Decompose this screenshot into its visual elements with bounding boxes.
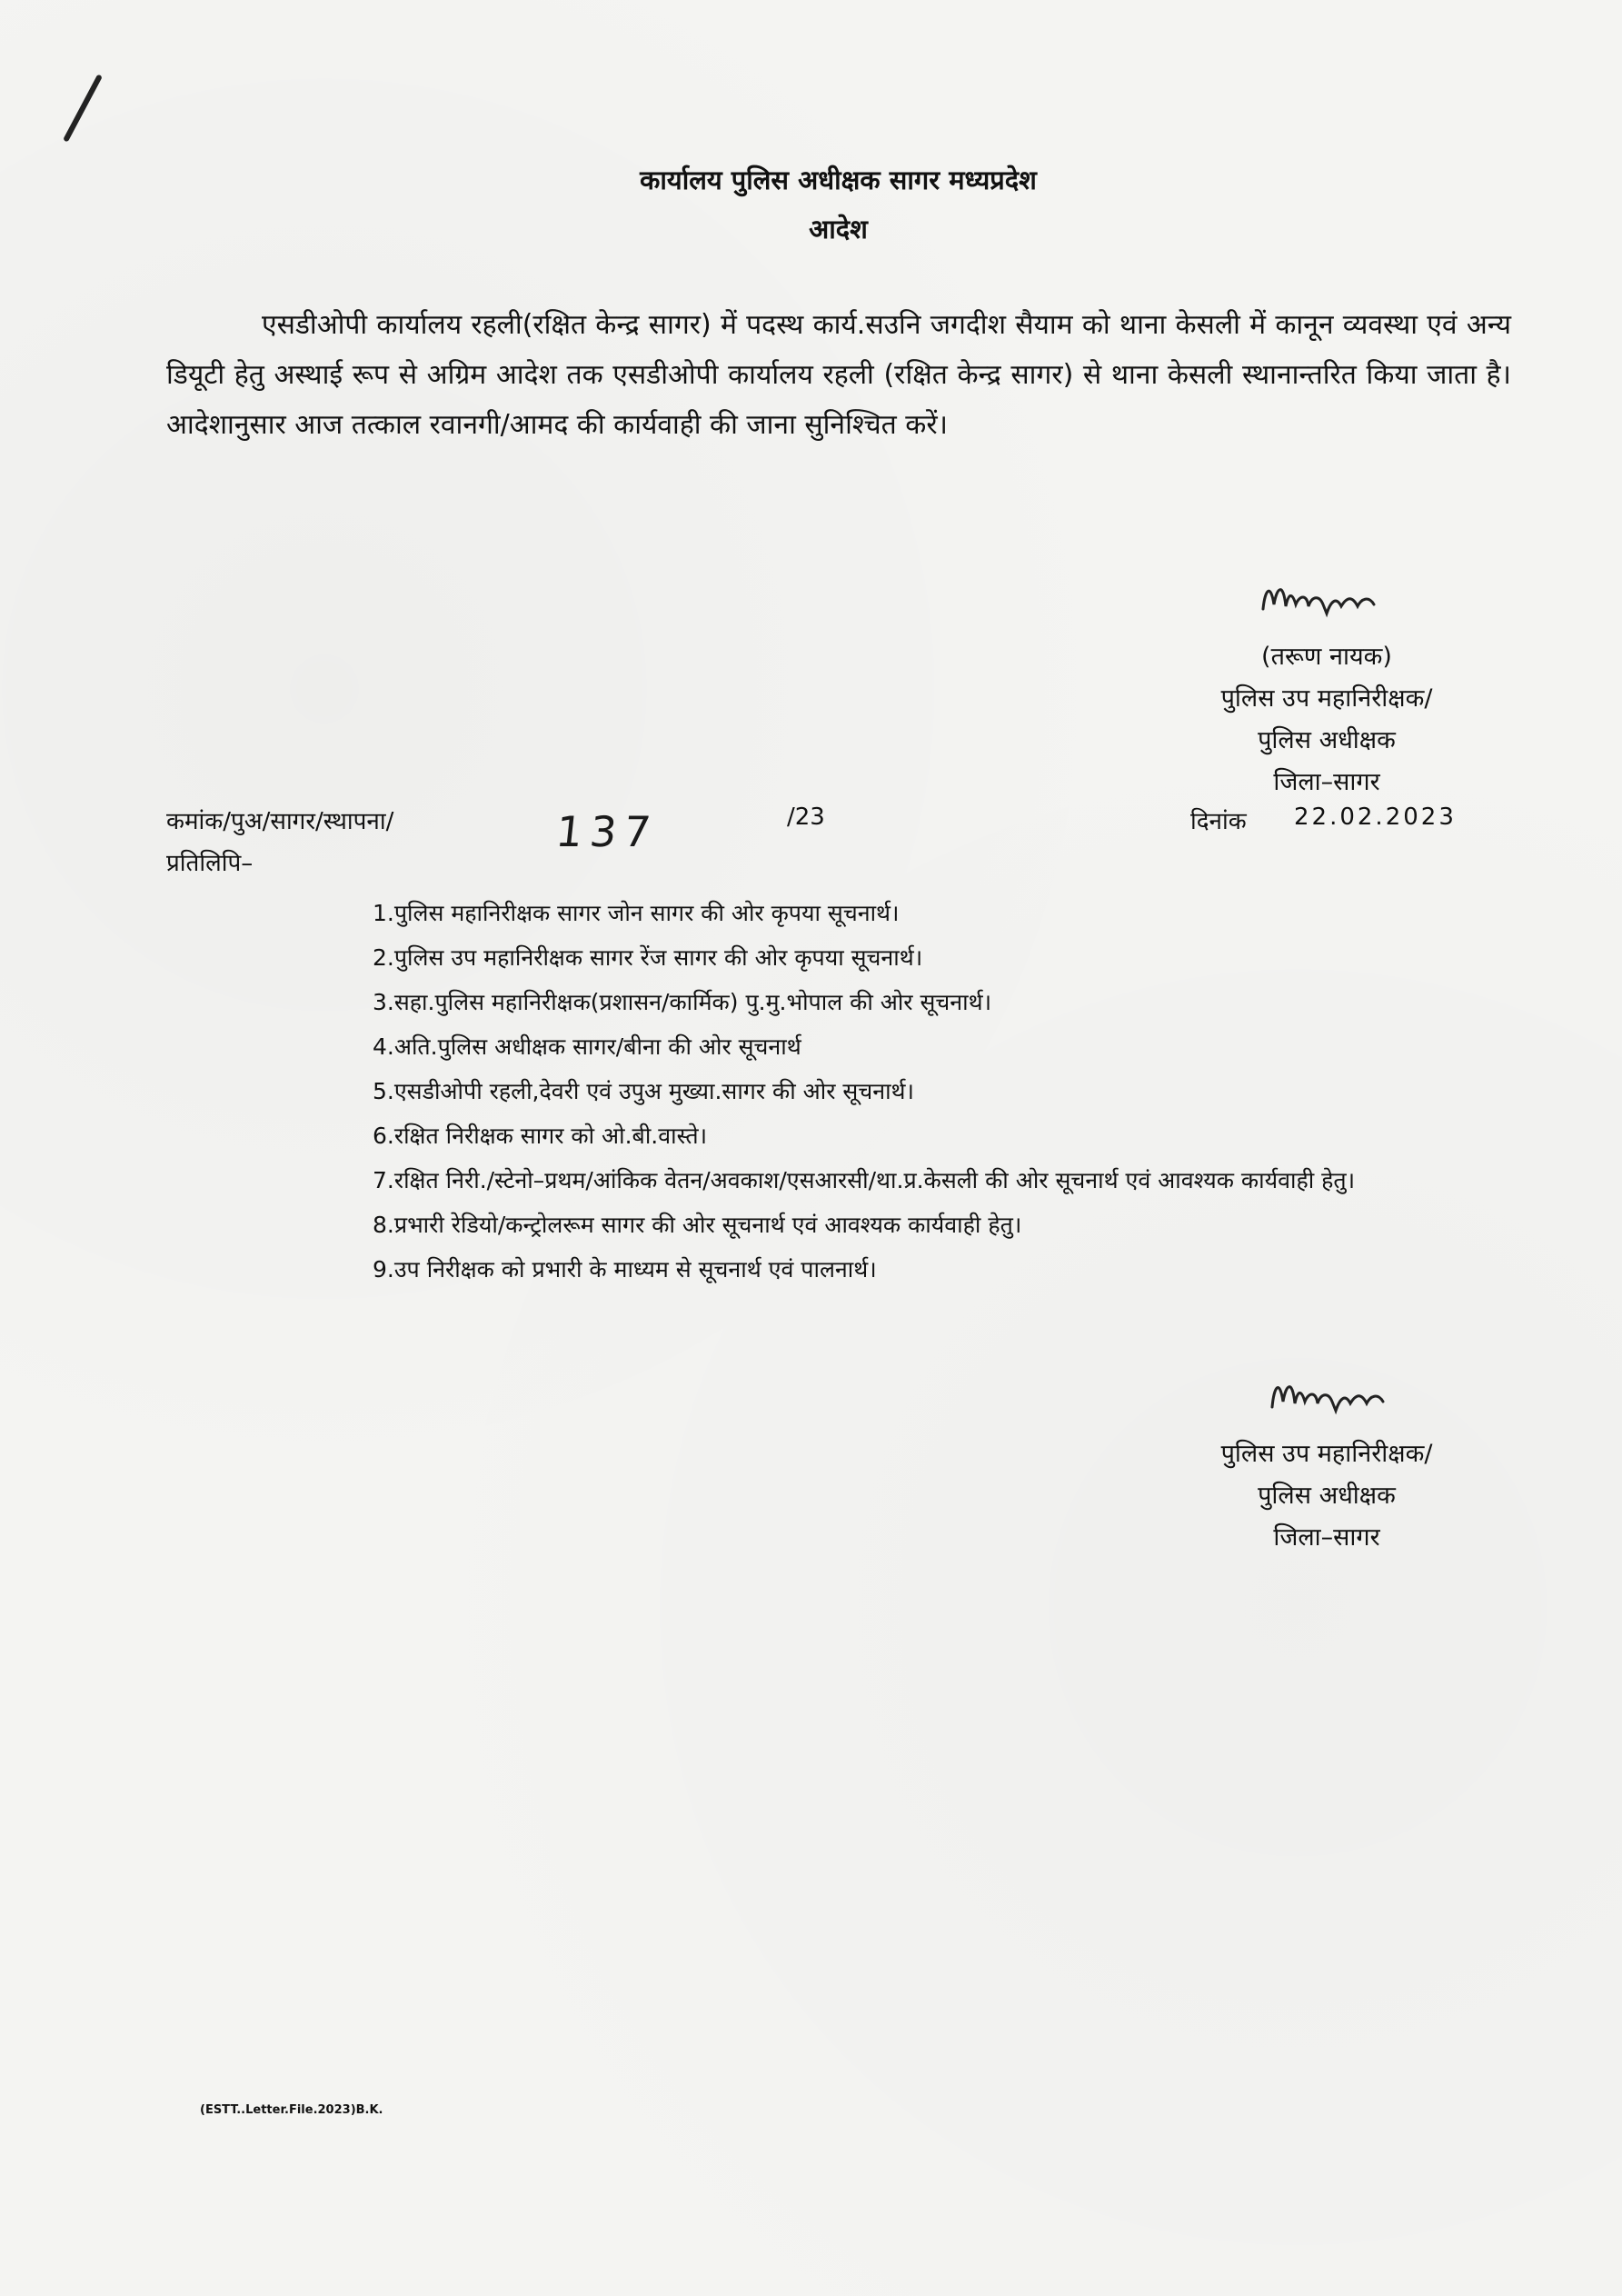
copy-to-list: [373, 891, 1508, 1292]
signatory-designation-1: पुलिस उप महानिरीक्षक/: [1220, 684, 1433, 713]
signatory-designation-2: पुलिस अधीक्षक: [1258, 726, 1396, 754]
signatory-district: जिला–सागर: [1273, 768, 1380, 796]
copy-to-item: 7.रक्षित निरी./स्टेनो–प्रथम/आंकिक वेतन/अवकाश/एसआरसी/था.प्र.केसली की ओर सूचनार्थ एवं आवश्यक कार्यवाही हेतु।: [373, 1167, 1356, 1193]
office-heading: कार्यालय पुलिस अधीक्षक सागर मध्यप्रदेश: [640, 165, 1037, 195]
date-label: दिनांक: [1190, 808, 1247, 835]
reference-prefix: कमांक/पुअ/सागर/स्थापना/: [166, 808, 394, 835]
file-reference-code: (ESTT..Letter.File.2023)B.K.: [200, 2103, 383, 2117]
order-title: आदेश: [809, 214, 868, 245]
signatory-designation-1: पुलिस उप महानिरीक्षक/: [1220, 1440, 1433, 1468]
copy-to-item: 9.उप निरीक्षक को प्रभारी के माध्यम से सूचनार्थ एवं पालनार्थ।: [373, 1256, 877, 1283]
copy-to-item: 6.रक्षित निरीक्षक सागर को ओ.बी.वास्ते।: [373, 1123, 708, 1149]
handwritten-signature-2: [1236, 1363, 1418, 1420]
signature-block-1: [1172, 568, 1481, 804]
reference-year: /23: [787, 804, 825, 831]
signatory-designation-2: पुलिस अधीक्षक: [1258, 1482, 1396, 1510]
copy-to-item: 5.एसडीओपी रहली,देवरी एवं उपुअ मुख्या.सागर की ओर सूचनार्थ।: [373, 1078, 915, 1104]
signatory-name: (तरूण नायक): [1261, 643, 1392, 671]
date-value: 22.02.2023: [1294, 804, 1457, 831]
copy-to-label: प्रतिलिपि–: [166, 850, 254, 877]
copy-to-item: 4.अति.पुलिस अधीक्षक सागर/बीना की ओर सूचनार्थ: [373, 1033, 801, 1060]
handwritten-signature-1: [1236, 568, 1418, 623]
signatory-district: जिला–सागर: [1273, 1523, 1380, 1552]
copy-to-item: 3.सहा.पुलिस महानिरीक्षक(प्रशासन/कार्मिक) पु.मु.भोपाल की ओर सूचनार्थ।: [373, 989, 992, 1015]
copy-to-item: 8.प्रभारी रेडियो/कन्ट्रोलरूम सागर की ओर सूचनार्थ एवं आवश्यक कार्यवाही हेतु।: [373, 1212, 1022, 1238]
copy-to-item: 1.पुलिस महानिरीक्षक सागर जोन सागर की ओर कृपया सूचनार्थ।: [373, 900, 900, 926]
signature-block-2: [1172, 1363, 1481, 1559]
order-body-text: एसडीओपी कार्यालय रहली(रक्षित केन्द्र सागर) में पदस्थ कार्य.सउनि जगदीश सैयाम को थाना केसली में कानून व्यवस्था एवं अन्य डियूटी हेतु अस्थाई रूप से अग्रिम आदेश तक एसडीओपी कार्यालय रहली (रक्षित केन्द्र सागर) से थाना केसली स्थानान्तरित किया जाता है। आदेशानुसार आज तत्काल रवानगी/आमद की कार्यवाही की जाना सुनिश्चित करें।: [166, 309, 1511, 441]
reference-number: 137: [553, 807, 661, 856]
copy-to-item: 2.पुलिस उप महानिरीक्षक सागर रेंज सागर की ओर कृपया सूचनार्थ।: [373, 944, 923, 971]
